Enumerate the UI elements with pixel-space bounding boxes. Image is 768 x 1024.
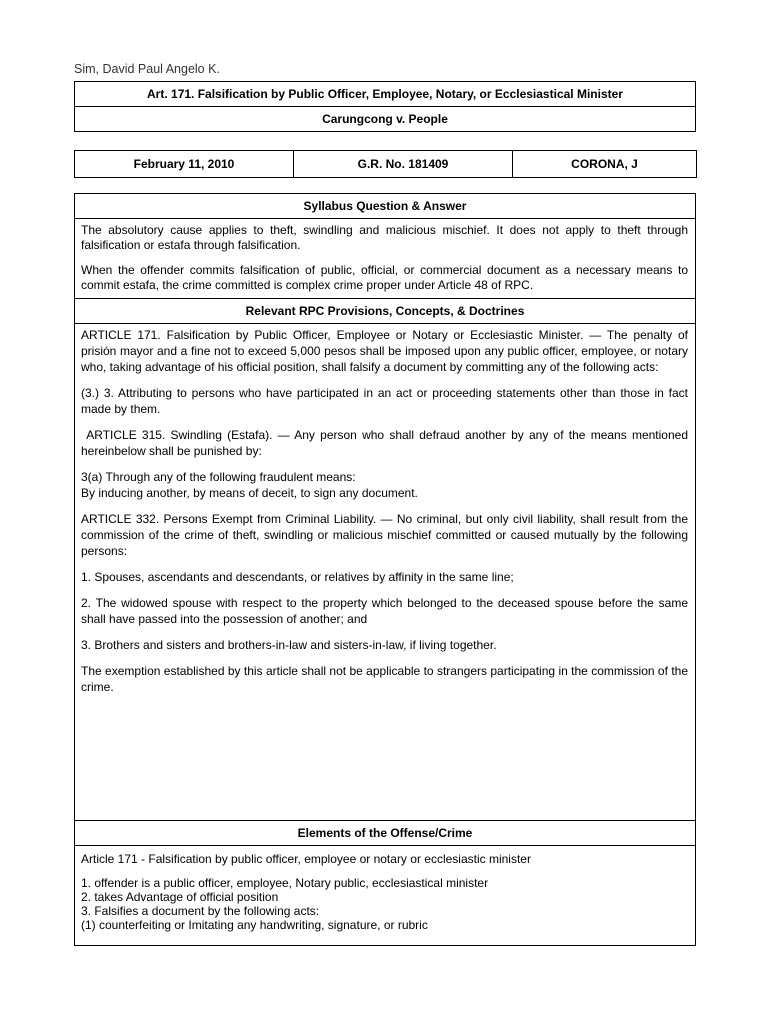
- syllabus-paragraph: When the offender commits falsification of public, official, or commercial document as a necessary means to commit estafa, the crime committed is complex crime proper under Article 48 of RPC.: [81, 263, 688, 292]
- elements-body: [75, 846, 696, 946]
- element-item: 3. Falsifies a document by the following acts:: [81, 904, 320, 918]
- provision-paragraph: ARTICLE 171. Falsification by Public Officer, Employee or Notary or Ecclesiastic Minister. — The penalty of prisión mayor and a fine not to exceed 5,000 pesos shall be imposed upon any public officer, employee, or notary who, taking advantage of his official position, shall falsify a document by committing any of the following acts:: [81, 328, 688, 374]
- provision-paragraph: 3. Brothers and sisters and brothers-in-law and sisters-in-law, if living together.: [81, 638, 497, 652]
- provision-paragraph: By inducing another, by means of deceit, to sign any document.: [81, 486, 418, 500]
- element-item: (1) counterfeiting or Imitating any handwriting, signature, or rubric: [81, 918, 428, 932]
- article-title: Art. 171. Falsification by Public Officer, Employee, Notary, or Ecclesiastical Minister: [75, 82, 696, 107]
- case-date: February 11, 2010: [75, 151, 294, 178]
- provision-paragraph: ARTICLE 315. Swindling (Estafa). — Any person who shall defraud another by any of the means mentioned hereinbelow shall be punished by:: [81, 428, 692, 458]
- provisions-heading: Relevant RPC Provisions, Concepts, & Doctrines: [75, 299, 696, 324]
- elements-intro: Article 171 - Falsification by public officer, employee or notary or ecclesiastic minister: [81, 852, 531, 866]
- provision-paragraph: The exemption established by this article shall not be applicable to strangers participating in the commission of the crime.: [81, 664, 688, 694]
- element-item: 2. takes Advantage of official position: [81, 890, 279, 904]
- case-title: Carungcong v. People: [75, 107, 696, 132]
- title-box: [74, 81, 696, 132]
- provision-paragraph: ARTICLE 332. Persons Exempt from Criminal Liability. — No criminal, but only civil liability, shall result from the commission of the crime of theft, swindling or malicious mischief committed or caused mutually by the following persons:: [81, 512, 688, 558]
- provision-paragraph: (3.) 3. Attributing to persons who have participated in an act or proceeding statements other than those in fact made by them.: [81, 386, 688, 416]
- provision-paragraph: 2. The widowed spouse with respect to the property which belonged to the deceased spouse before the same shall have passed into the possession of another; and: [81, 596, 688, 626]
- elements-heading: Elements of the Offense/Crime: [75, 821, 696, 846]
- syllabus-heading: Syllabus Question & Answer: [75, 194, 696, 219]
- provision-paragraph: 1. Spouses, ascendants and descendants, or relatives by affinity in the same line;: [81, 570, 514, 584]
- element-item: 1. offender is a public officer, employee, Notary public, ecclesiastical minister: [81, 876, 489, 890]
- case-ponente: CORONA, J: [513, 151, 697, 178]
- syllabus-paragraph: The absolutory cause applies to theft, swindling and malicious mischief. It does not apply to theft through falsification or estafa through falsification.: [81, 223, 688, 252]
- author-name: Sim, David Paul Angelo K.: [74, 62, 220, 76]
- provisions-body: [75, 324, 696, 821]
- content-table: [74, 193, 696, 946]
- case-gr-no: G.R. No. 181409: [294, 151, 513, 178]
- case-info-row: [74, 150, 697, 178]
- provision-paragraph: 3(a) Through any of the following fraudulent means:: [81, 470, 356, 484]
- syllabus-body: [75, 219, 696, 299]
